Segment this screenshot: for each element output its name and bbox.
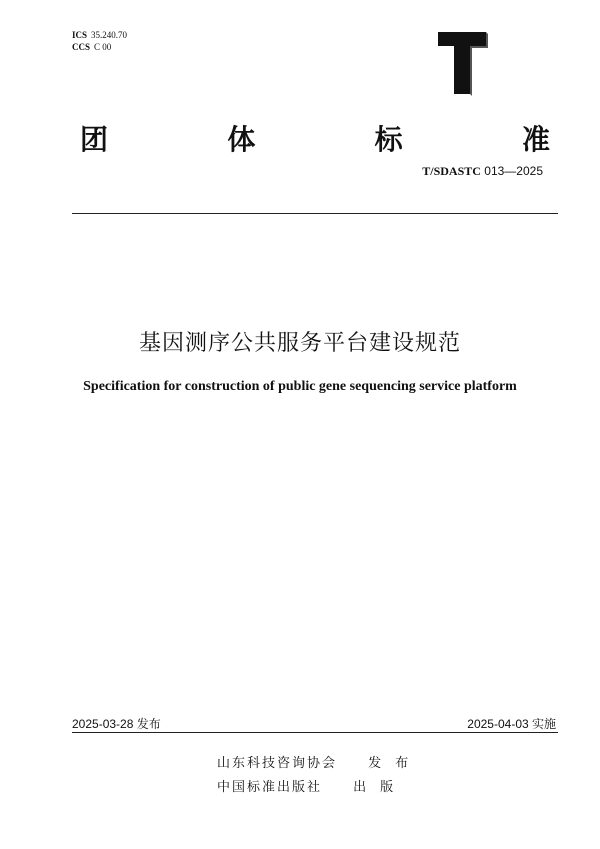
ics-label: ICS	[72, 30, 88, 40]
standard-type-char: 体	[227, 123, 256, 156]
publisher-name: 山东科技咨询协会	[217, 756, 338, 771]
bottom-divider	[72, 732, 558, 733]
standard-type-char: 团	[80, 123, 109, 156]
publisher-issuer	[217, 752, 422, 771]
publisher-role: 发布	[368, 756, 423, 771]
ics-code	[72, 29, 127, 41]
title-chinese: 基因测序公共服务平台建设规范	[138, 331, 461, 356]
publisher-role: 出版	[353, 780, 408, 795]
publisher-press	[217, 776, 407, 795]
publisher-name: 中国标准出版社	[217, 780, 323, 795]
issue-date: 2025-03-28 发布	[72, 717, 161, 731]
ccs-value: C 00	[94, 42, 112, 52]
standard-type-char: 准	[521, 123, 550, 156]
ccs-label: CCS	[72, 42, 91, 52]
standard-type-char: 标	[374, 123, 403, 156]
standard-code	[422, 164, 543, 179]
standard-code-number: 013—2025	[484, 164, 543, 178]
ics-value: 35.240.70	[91, 30, 128, 40]
standard-type	[80, 118, 550, 158]
standard-t-logo	[436, 30, 488, 96]
logo-letter: T	[436, 30, 437, 31]
top-divider	[72, 213, 558, 214]
implement-date: 2025-04-03 实施	[467, 717, 556, 731]
ccs-code	[72, 41, 127, 53]
title-english: Specification for construction of public gene sequencing service platform	[83, 379, 517, 394]
classification-codes	[72, 29, 127, 53]
standard-code-prefix: T/SDASTC	[422, 164, 481, 178]
